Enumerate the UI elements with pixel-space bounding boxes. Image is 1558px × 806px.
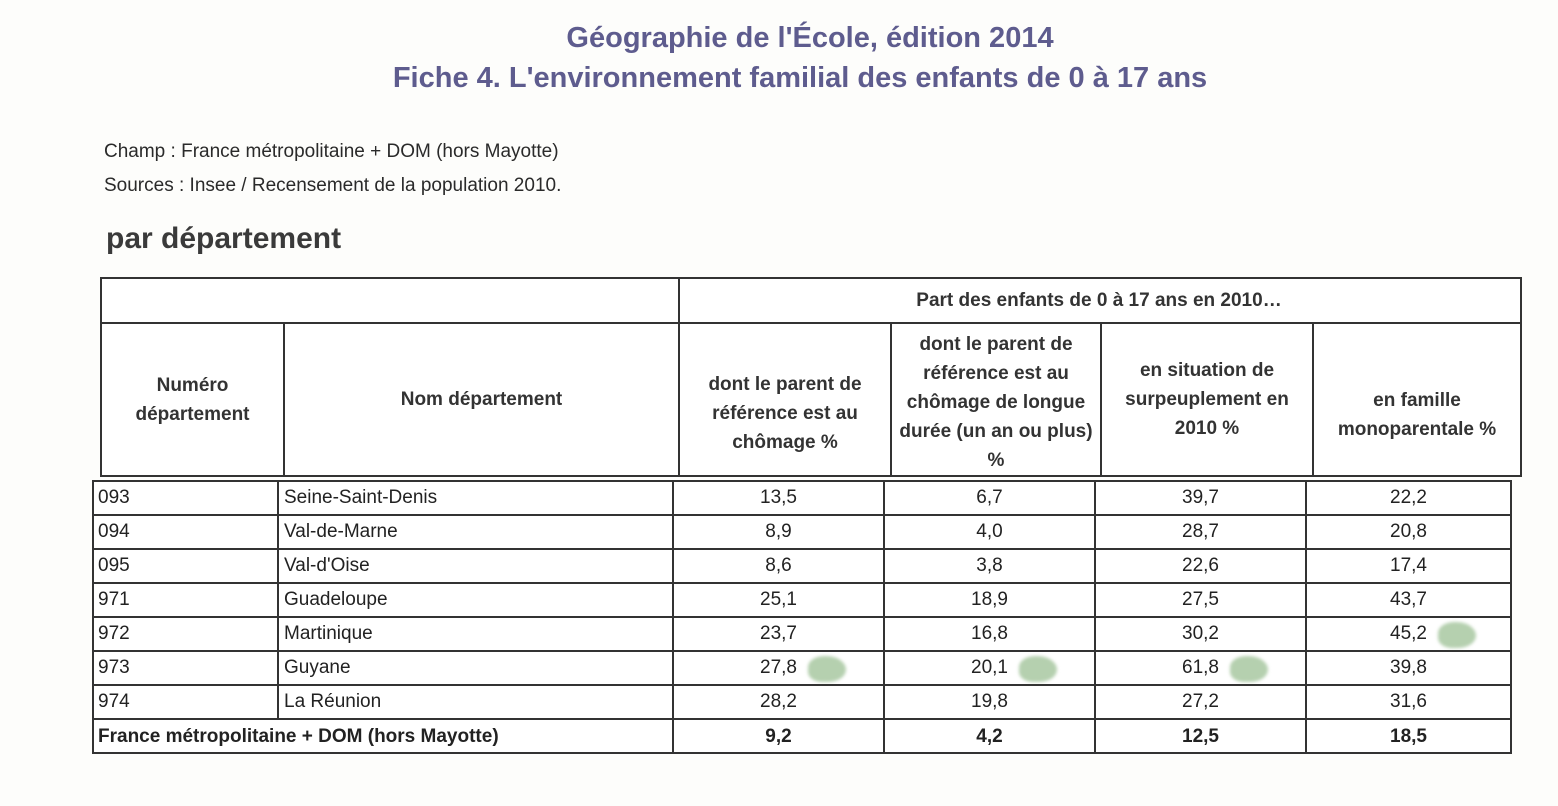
department-name: Seine-Saint-Denis — [277, 482, 672, 514]
table-row — [94, 550, 1510, 584]
value-monoparentale: 39,8 — [1305, 652, 1510, 684]
ink-stain — [1438, 622, 1476, 648]
column-header-text: référence est au chômage de longue durée (un an ou plus) % — [899, 363, 1093, 471]
value-monoparentale: 22,2 — [1305, 482, 1510, 514]
value-chomage_ld: 6,7 — [883, 482, 1094, 514]
table-row — [94, 652, 1510, 686]
value-chomage: 8,6 — [672, 550, 883, 582]
department-name: Guyane — [277, 652, 672, 684]
department-name: La Réunion — [277, 686, 672, 718]
total-label: France métropolitaine + DOM (hors Mayotte) — [98, 726, 499, 747]
value-chomage_ld: 16,8 — [883, 618, 1094, 650]
department-code: 093 — [98, 487, 130, 508]
total-chomage_ld: 4,2 — [883, 720, 1094, 754]
table-row — [94, 482, 1510, 516]
value-chomage_ld: 20,1 — [883, 652, 1094, 684]
ink-stain — [808, 656, 846, 682]
table-row — [94, 618, 1510, 652]
scope-note: Champ : France métropolitaine + DOM (hors Mayotte) — [104, 141, 559, 162]
column-header-chomage: dont le parent de référence est au chômage % — [708, 374, 862, 453]
value-surpeuplement: 39,7 — [1094, 482, 1305, 514]
value-surpeuplement: 27,5 — [1094, 584, 1305, 616]
table-row — [94, 686, 1510, 720]
table-row — [94, 584, 1510, 618]
department-code: 094 — [98, 521, 130, 542]
value-surpeuplement: 61,8 — [1094, 652, 1305, 684]
department-name: Martinique — [277, 618, 672, 650]
column-header-surpeuplement: en situation de surpeuplement en 2010 % — [1125, 360, 1289, 439]
value-chomage: 8,9 — [672, 516, 883, 548]
value-surpeuplement: 30,2 — [1094, 618, 1305, 650]
value-chomage_ld: 4,0 — [883, 516, 1094, 548]
value-surpeuplement: 27,2 — [1094, 686, 1305, 718]
department-name: Val-de-Marne — [277, 516, 672, 548]
value-chomage_ld: 19,8 — [883, 686, 1094, 718]
value-monoparentale: 17,4 — [1305, 550, 1510, 582]
column-header-monoparentale: en famille monoparentale % — [1337, 389, 1497, 440]
value-monoparentale: 31,6 — [1305, 686, 1510, 718]
department-code: 973 — [98, 657, 130, 678]
ink-stain — [1019, 656, 1057, 682]
table-row — [94, 516, 1510, 550]
total-chomage: 9,2 — [672, 720, 883, 754]
value-chomage: 25,1 — [672, 584, 883, 616]
department-name: Val-d'Oise — [277, 550, 672, 582]
total-surpeuplement: 12,5 — [1094, 720, 1305, 754]
value-chomage: 27,8 — [672, 652, 883, 684]
value-chomage_ld: 3,8 — [883, 550, 1094, 582]
value-monoparentale: 20,8 — [1305, 516, 1510, 548]
document-title: Géographie de l'École, édition 2014 — [566, 22, 1054, 54]
value-surpeuplement: 28,7 — [1094, 516, 1305, 548]
ink-stain — [1230, 656, 1268, 682]
value-chomage_ld: 18,9 — [883, 584, 1094, 616]
total-monoparentale: 18,5 — [1305, 720, 1510, 754]
column-header-numero: Numéro département — [135, 374, 250, 425]
value-chomage: 13,5 — [672, 482, 883, 514]
total-row — [94, 720, 1510, 754]
value-chomage: 23,7 — [672, 618, 883, 650]
department-code: 972 — [98, 623, 130, 644]
department-name: Guadeloupe — [277, 584, 672, 616]
document-subtitle: Fiche 4. L'environnement familial des enfants de 0 à 17 ans — [392, 62, 1208, 94]
data-table — [92, 480, 1512, 754]
department-code: 974 — [98, 691, 130, 712]
sources-note: Sources : Insee / Recensement de la population 2010. — [104, 175, 562, 196]
column-header-clipped-line: dont le parent de — [919, 334, 1073, 355]
column-header-chomage-longue-duree — [892, 324, 1100, 475]
value-monoparentale: 43,7 — [1305, 584, 1510, 616]
department-code: 095 — [98, 555, 130, 576]
group-header: Part des enfants de 0 à 17 ans en 2010… — [916, 290, 1282, 311]
table-header — [100, 277, 1522, 477]
value-chomage: 28,2 — [672, 686, 883, 718]
value-monoparentale: 45,2 — [1305, 618, 1510, 650]
department-code: 971 — [98, 589, 130, 610]
section-heading: par département — [106, 222, 342, 255]
column-header-nom: Nom département — [400, 389, 563, 410]
value-surpeuplement: 22,6 — [1094, 550, 1305, 582]
